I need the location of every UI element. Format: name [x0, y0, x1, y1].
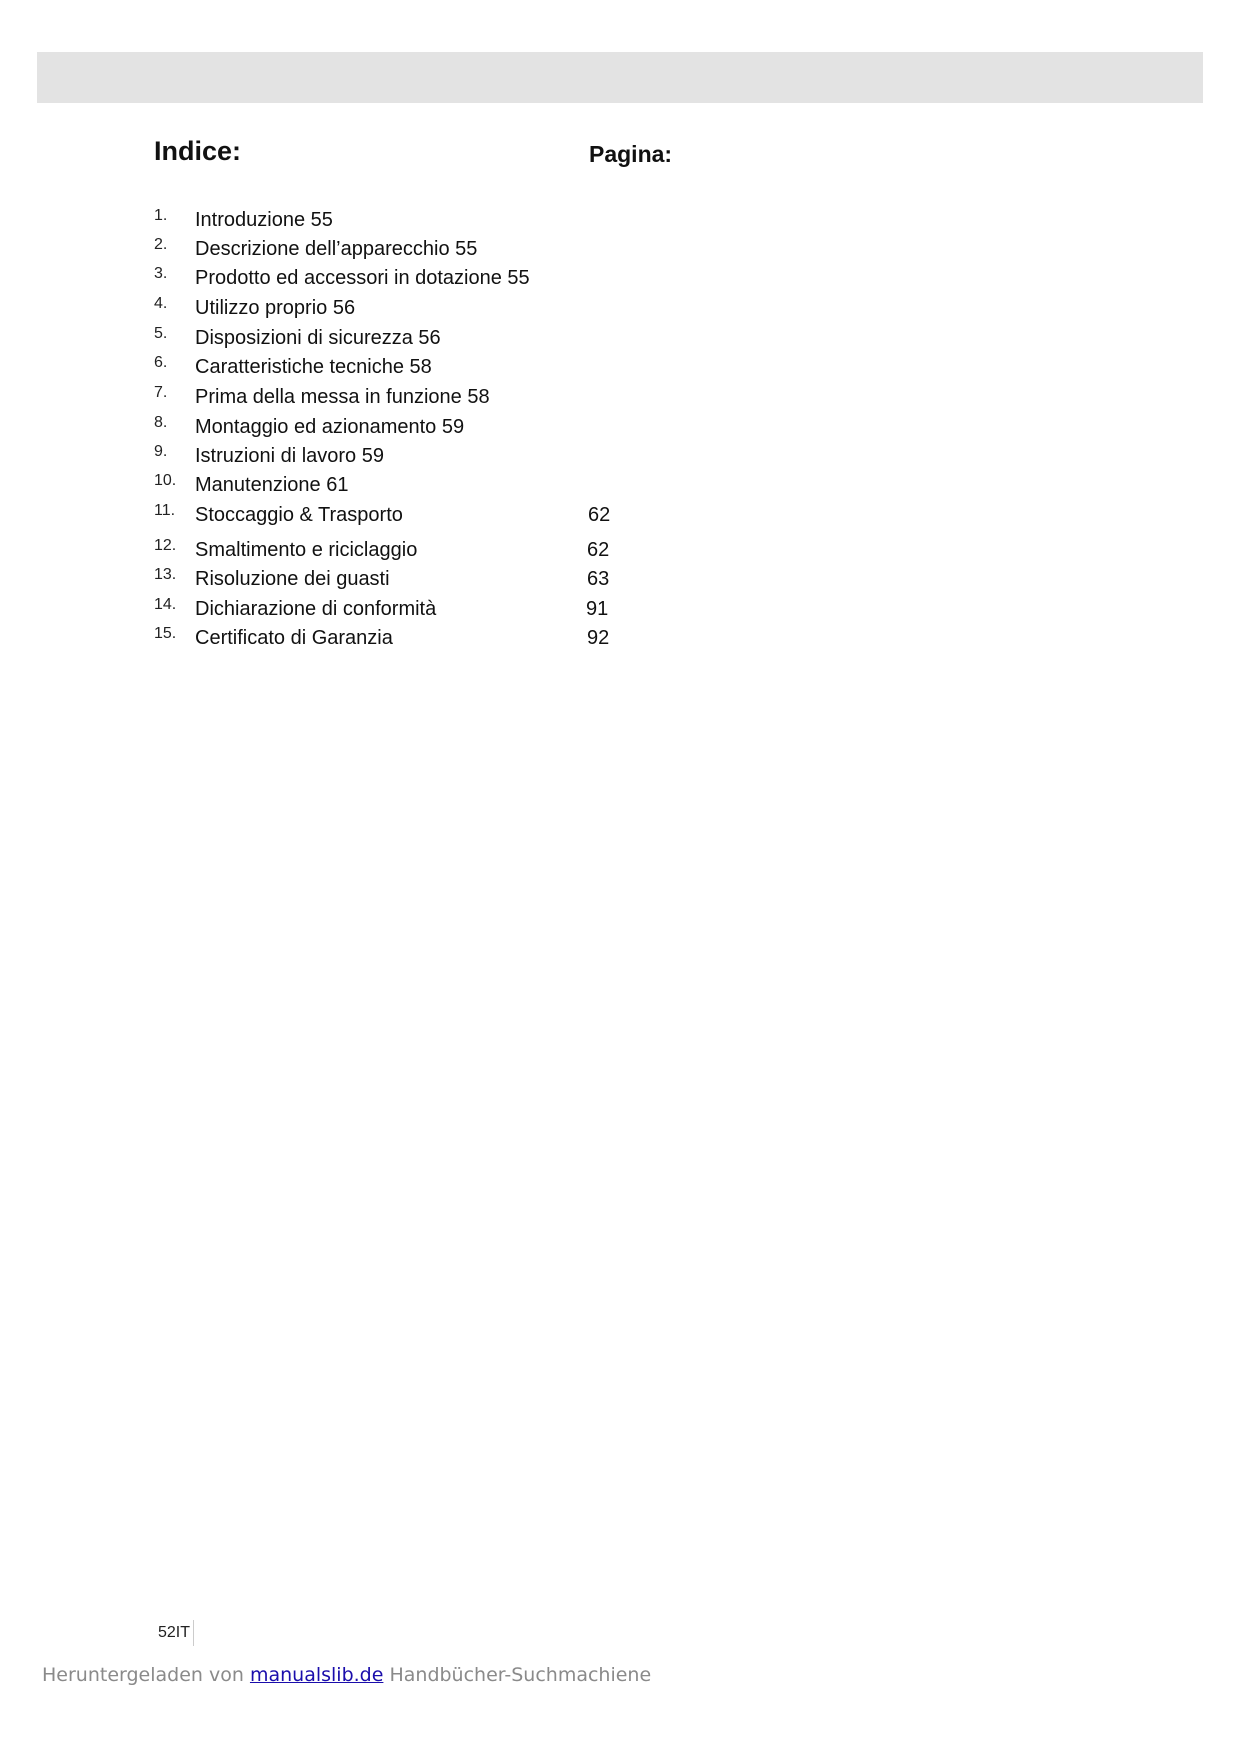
toc-item-number: 11. [154, 502, 176, 519]
toc-item-number: 5. [154, 325, 168, 342]
toc-item-page: 92 [587, 627, 610, 649]
toc-item-title: Istruzioni di lavoro 59 [195, 445, 384, 467]
toc-item-number: 3. [154, 265, 168, 282]
toc-item-number: 1. [154, 207, 168, 224]
toc-item-number: 2. [154, 236, 168, 253]
toc-item-number: 12. [154, 537, 177, 554]
toc-item-number: 8. [154, 414, 168, 431]
toc-item-title: Utilizzo proprio 56 [195, 297, 356, 319]
toc-item-number: 6. [154, 354, 168, 371]
toc-item-title: Stoccaggio & Trasporto [195, 504, 403, 526]
toc-item-title: Descrizione dell’apparecchio 55 [195, 238, 478, 260]
toc-item-page: 63 [587, 568, 610, 590]
toc-item-number: 9. [154, 443, 168, 460]
toc-item[interactable] [0, 537, 700, 563]
toc-item[interactable] [0, 295, 700, 321]
download-notice [42, 1664, 651, 1686]
toc-item[interactable] [0, 325, 700, 351]
toc-item[interactable] [0, 566, 700, 592]
toc-item[interactable] [0, 207, 700, 233]
toc-item-number: 4. [154, 295, 168, 312]
toc-item[interactable] [0, 502, 700, 528]
page-number: 52IT [158, 1620, 194, 1646]
toc-item[interactable] [0, 354, 700, 380]
toc-item[interactable] [0, 236, 700, 262]
toc-item-title: Dichiarazione di conformità [195, 598, 437, 620]
toc-item-title: Caratteristiche tecniche 58 [195, 356, 432, 378]
toc-item[interactable] [0, 443, 700, 469]
toc-item-title: Prodotto ed accessori in dotazione 55 [195, 267, 530, 289]
toc-item[interactable] [0, 596, 700, 622]
toc-item-number: 15. [154, 625, 177, 642]
toc-item-title: Prima della messa in funzione 58 [195, 386, 490, 408]
toc-item[interactable] [0, 265, 700, 291]
toc-item[interactable] [0, 384, 700, 410]
toc-item[interactable] [0, 472, 700, 498]
page-column-header: Pagina: [589, 141, 673, 167]
toc-item-title: Certificato di Garanzia [195, 627, 393, 649]
toc-item-number: 10. [154, 472, 177, 489]
toc-item-number: 14. [154, 596, 177, 613]
toc-item-page: 62 [588, 504, 611, 526]
toc-item-page: 91 [586, 598, 609, 620]
toc-item-page: 62 [587, 539, 610, 561]
toc-item-title: Introduzione 55 [195, 209, 333, 231]
download-notice-prefix: Heruntergeladen von [42, 1664, 244, 1686]
toc-item-title: Disposizioni di sicurezza 56 [195, 327, 441, 349]
toc-item[interactable] [0, 414, 700, 440]
toc-item-title: Smaltimento e riciclaggio [195, 539, 418, 561]
toc-item-number: 7. [154, 384, 168, 401]
download-notice-suffix: Handbücher-Suchmachiene [389, 1664, 652, 1686]
toc-item-title: Manutenzione 61 [195, 474, 349, 496]
toc-item-number: 13. [154, 566, 177, 583]
header-bar [37, 52, 1203, 103]
toc-item-title: Risoluzione dei guasti [195, 568, 390, 590]
toc-title: Indice: [154, 136, 242, 166]
toc-item-title: Montaggio ed azionamento 59 [195, 416, 465, 438]
manualslib-link[interactable]: manualslib.de [249, 1664, 384, 1686]
toc-item[interactable] [0, 625, 700, 651]
